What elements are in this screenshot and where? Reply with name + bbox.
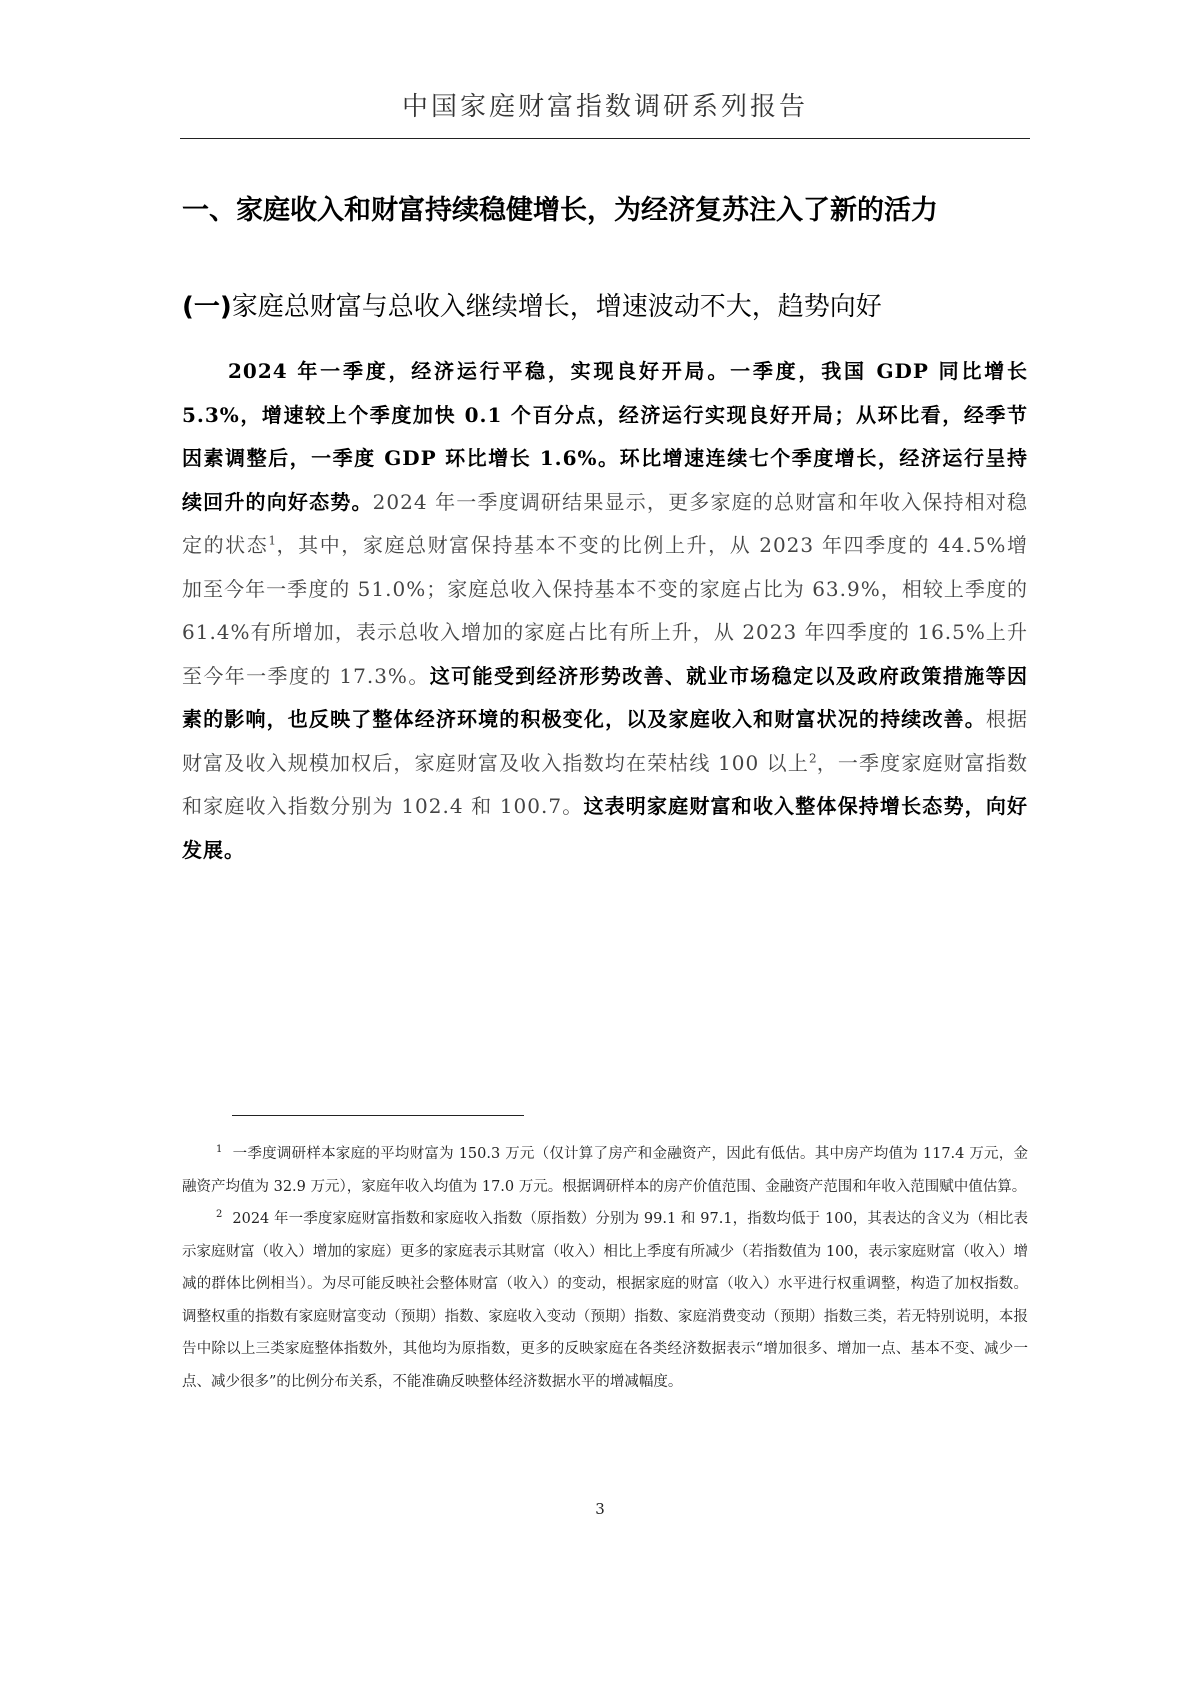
- emphasis-conclusion: 这表明家庭财富和收入整体保持增长态势，向好发展。: [182, 794, 1028, 862]
- subsection-title-text: 家庭总财富与总收入继续增长，增速波动不大，趋势向好: [231, 292, 882, 322]
- subsection-number: (一): [182, 292, 232, 322]
- survey-results-text-cont: ，其中，家庭总财富保持基本不变的比例上升，从 2023 年四季度的 44.5%增加至今年一季度的 51.0%；家庭总收入保持基本不变的家庭占比为 63.9%，相较上季度的 61.4%有所增加，表示总收入增加的家庭占比有所上升，从 2023 年四季度的 16.5%上升至今年一季度的 17.3%。: [182, 533, 1029, 688]
- footnote-ref-2: 2: [808, 750, 817, 765]
- footnote-1-text: 一季度调研样本家庭的平均财富为 150.3 万元（仅计算了房产和金融资产，因此有低估。其中房产均值为 117.4 万元，金融资产均值为 32.9 万元），家庭年收入均值为 17.0 万元。根据调研样本的房产价值范围、金融资产范围和年收入范围赋中值估算。: [182, 1146, 1028, 1195]
- weighted-index-text: 根据财富及收入规模加权后，家庭财富及收入指数均在荣枯线 100 以上: [182, 707, 1029, 775]
- running-header: 中国家庭财富指数调研系列报告: [401, 92, 808, 122]
- footnote-2-mark: 2: [216, 1209, 223, 1221]
- subsection-title: [182, 286, 1042, 323]
- header-rule: [180, 138, 1030, 139]
- body-paragraph: [182, 350, 1028, 872]
- footnote-1-mark: 1: [216, 1144, 223, 1156]
- section-title: 一、家庭收入和财富持续稳健增长，为经济复苏注入了新的活力: [182, 195, 938, 226]
- emphasis-economy: 2024 年一季度，经济运行平稳，实现良好开局。一季度，我国 GDP 同比增长 5.3%，增速较上个季度加快 0.1 个百分点，经济运行实现良好开局；从环比看，经季节因素调整后，一季度 GDP 环比增长 1.6%。环比增速连续七个季度增长，经济运行呈持续回升的向好态势。: [182, 359, 1028, 514]
- footnote-2-text: 2024 年一季度家庭财富指数和家庭收入指数（原指数）分别为 99.1 和 97.1，指数均低于 100，其表达的含义为（相比表示家庭财富（收入）增加的家庭）更多的家庭表示其财富（收入）相比上季度有所减少（若指数值为 100，表示家庭财富（收入）增减的群体比例相当）。为尽可能反映社会整体财富（收入）的变动，根据家庭的财富（收入）水平进行权重调整，构造了加权指数。调整权重的指数有家庭财富变动（预期）指数、家庭收入变动（预期）指数、家庭消费变动（预期）指数三类，若无特别说明，本报告中除以上三类家庭整体指数外，其他均为原指数，更多的反映家庭在各类经济数据表示“增加很多、增加一点、基本不变、减少一点、减少很多”的比例分布关系，不能准确反映整体经济数据水平的增减幅度。: [182, 1211, 1028, 1390]
- footnote-ref-1: 1: [268, 533, 276, 548]
- footnote-2: [182, 1203, 1028, 1398]
- page-number: 3: [595, 1500, 605, 1518]
- footnote-separator: [232, 1115, 524, 1116]
- footnotes: [182, 1138, 1028, 1398]
- weighted-index-text-cont: ，一季度家庭财富指数和家庭收入指数分别为 102.4 和 100.7。: [182, 750, 1029, 818]
- footnote-1: [182, 1138, 1028, 1203]
- survey-results-text: 2024 年一季度调研结果显示，更多家庭的总财富和年收入保持相对稳定的状态: [182, 489, 1028, 557]
- emphasis-factors: 这可能受到经济形势改善、就业市场稳定以及政府政策措施等因素的影响，也反映了整体经济环境的积极变化，以及家庭收入和财富状况的持续改善。: [182, 663, 1028, 731]
